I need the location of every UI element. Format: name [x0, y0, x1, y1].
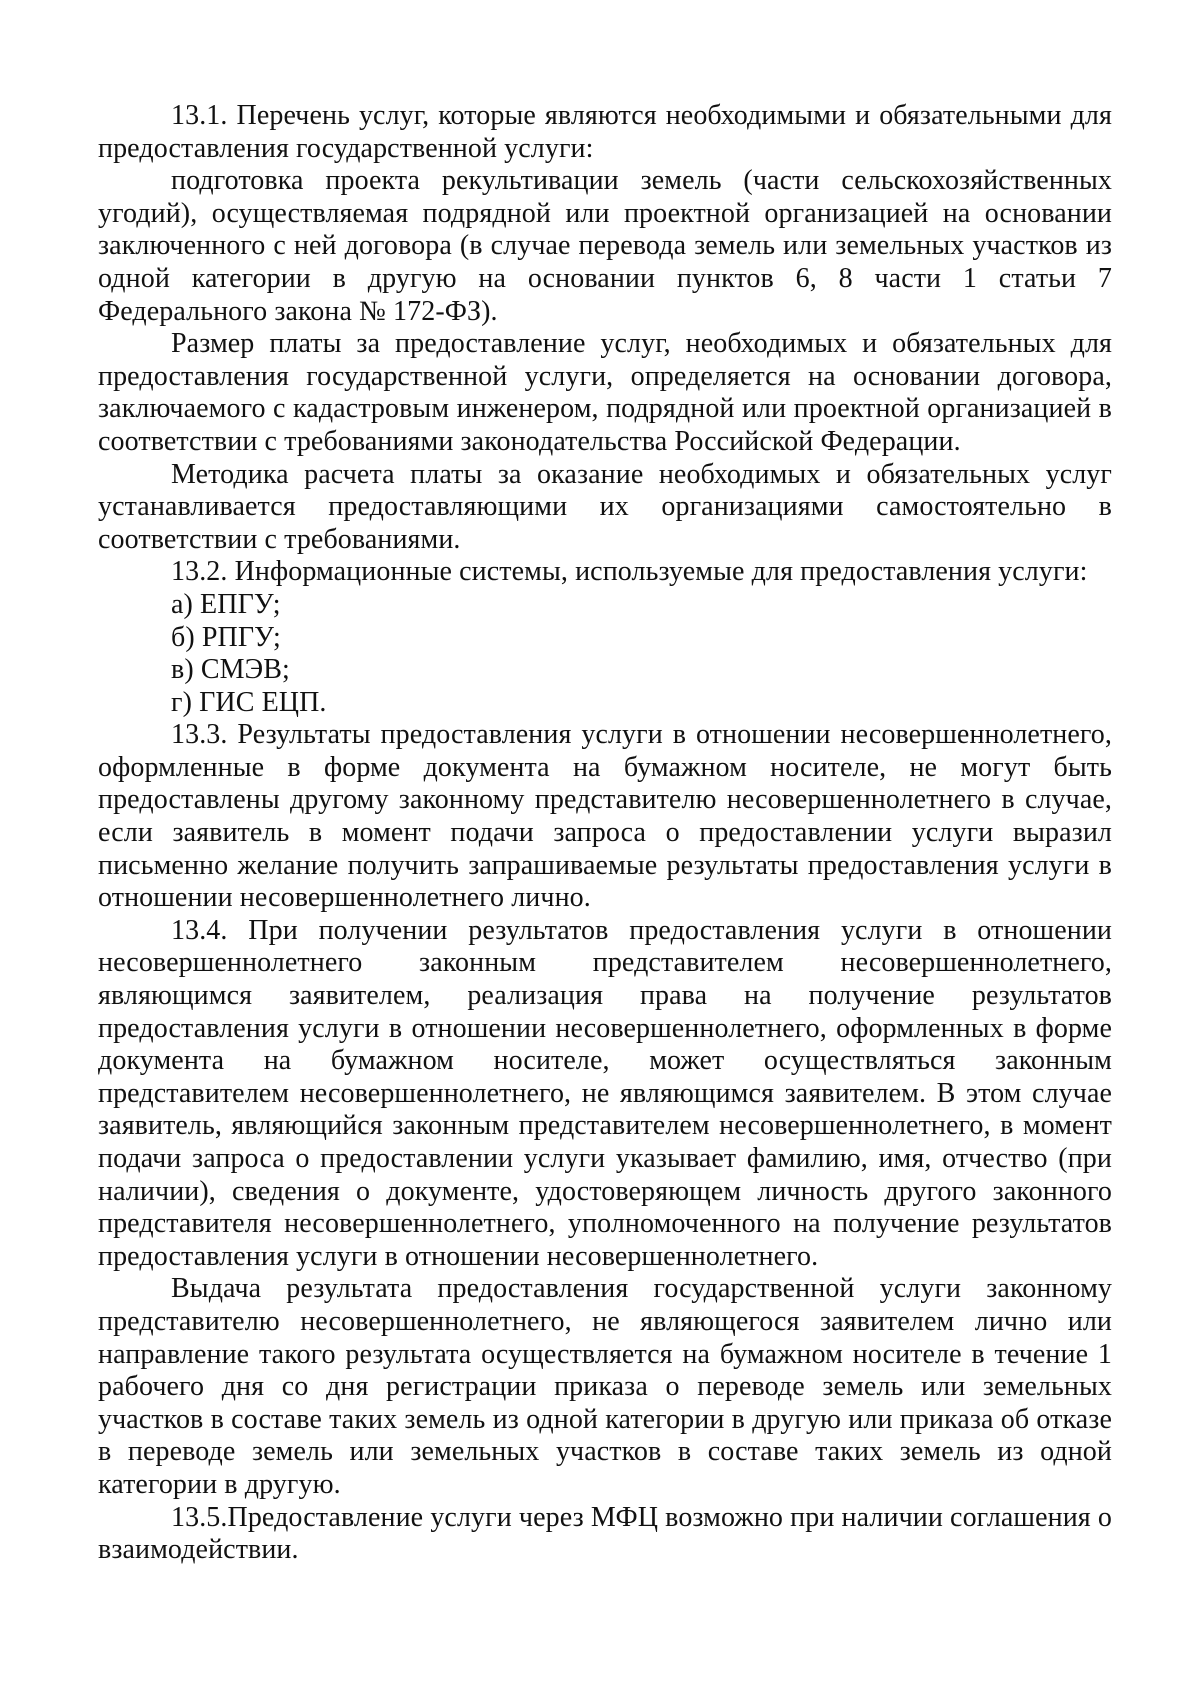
list-item-epgu: а) ЕПГУ; [171, 588, 281, 620]
paragraph-reclamation-project: подготовка проекта рекультивации земель (части сельскохозяйственных угодий), осуществляемая подрядной или проектной организацией на основании заключенного с ней договора (в случае перевода земель или земельных участков из одной категории в другую на основании пунктов 6, 8 части 1 статьи 7 Федерального закона № 172-ФЗ). [98, 165, 1112, 327]
list-item-gis-ecp: г) ГИС ЕЦП. [171, 686, 327, 718]
list-item-rpgu: б) РПГУ; [171, 621, 281, 653]
paragraph-result-issuance: Выдача результата предоставления государственной услуги законному представителю несовершеннолетнего, не являющегося заявителем лично или направление такого результата осуществляется на бумажном носителе в течение 1 рабочего дня со дня регистрации приказа о переводе земель или земельных участков в составе таких земель из одной категории в другую или приказа об отказе в переводе земель или земельных участков в составе таких земель из одной категории в другую. [98, 1273, 1112, 1500]
paragraph-13-2: 13.2. Информационные системы, используемые для предоставления услуги: [171, 556, 1088, 588]
paragraph-fee-methodology: Методика расчета платы за оказание необходимых и обязательных услуг устанавливается предоставляющими их организациями самостоятельно в соответствии с требованиями. [98, 458, 1112, 555]
paragraph-fee-amount: Размер платы за предоставление услуг, необходимых и обязательных для предоставления государственной услуги, определяется на основании договора, заключаемого с кадастровым инженером, подрядной или проектной организацией в соответствии с требованиями законодательства Российской Федерации. [98, 328, 1112, 457]
paragraph-13-4: 13.4. При получении результатов предоставления услуги в отношении несовершеннолетнего законным представителем несовершеннолетнего, являющимся заявителем, реализация права на получение результатов предоставления услуги в отношении несовершеннолетнего, оформленных в форме документа на бумажном носителе, может осуществляться законным представителем несовершеннолетнего, не являющимся заявителем. В этом случае заявитель, являющийся законным представителем несовершеннолетнего, в момент подачи запроса о предоставлении услуги указывает фамилию, имя, отчество (при наличии), сведения о документе, удостоверяющем личность другого законного представителя несовершеннолетнего, уполномоченного на получение результатов предоставления услуги в отношении несовершеннолетнего. [98, 914, 1112, 1272]
paragraph-13-1: 13.1. Перечень услуг, которые являются необходимыми и обязательными для предоставления государственной услуги: [98, 100, 1112, 164]
paragraph-13-3: 13.3. Результаты предоставления услуги в отношении несовершеннолетнего, оформленные в форме документа на бумажном носителе, не могут быть предоставлены другому законному представителю несовершеннолетнего в случае, если заявитель в момент подачи запроса о предоставлении услуги выразил письменно желание получить запрашиваемые результаты предоставления услуги в отношении несовершеннолетнего лично. [98, 719, 1112, 914]
list-item-smev: в) СМЭВ; [171, 654, 290, 686]
document-body [98, 100, 1112, 1567]
paragraph-13-5: 13.5.Предоставление услуги через МФЦ возможно при наличии соглашения о взаимодействии. [98, 1501, 1112, 1566]
